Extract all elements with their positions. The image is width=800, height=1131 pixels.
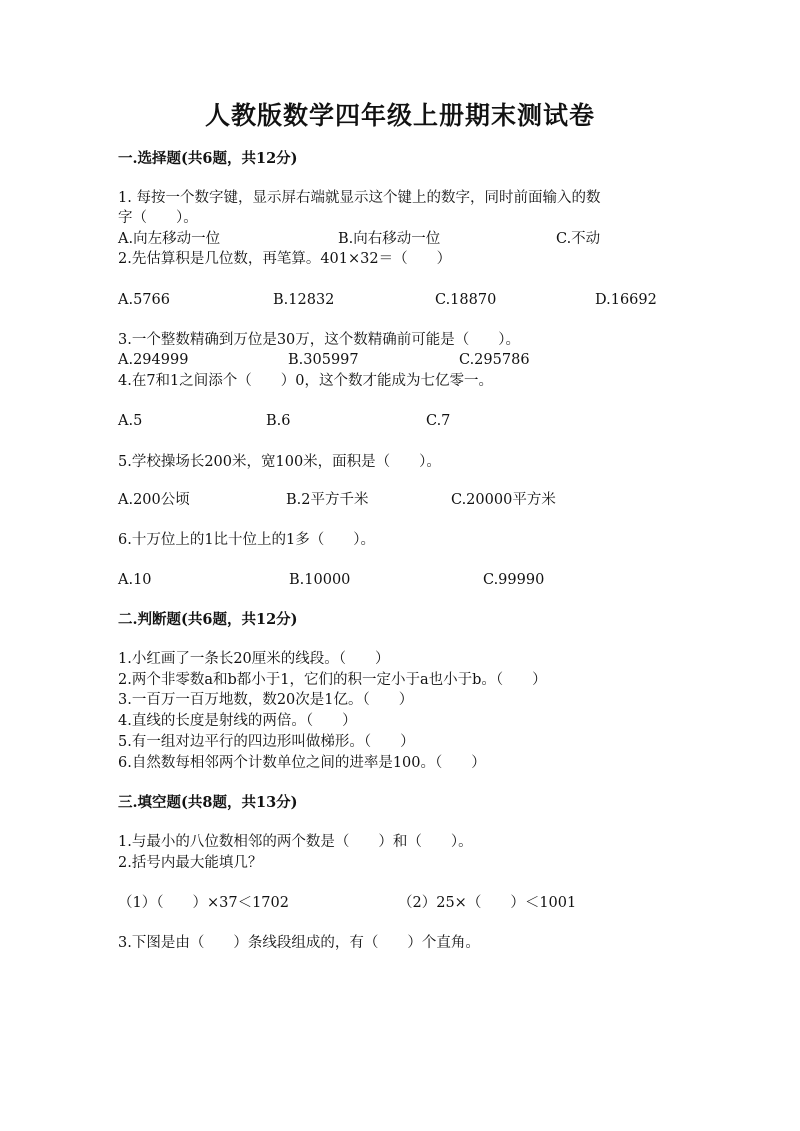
question-1-text-line1: 1. 每按一个数字键，显示屏右端就显示这个键上的数字，同时前面输入的数 — [118, 190, 601, 206]
judge-item-5: 5.有一组对边平行的四边形叫做梯形。（ ） — [118, 734, 415, 750]
page-title: 人教版数学四年级上册期末测试卷 — [204, 101, 595, 130]
fill-question-1: 1.与最小的八位数相邻的两个数是（ ）和（ ）。 — [118, 834, 473, 850]
question-3-text: 3.一个整数精确到万位是30万，这个数精确前可能是（ ）。 — [118, 332, 521, 348]
question-4-option-a: A.5 — [118, 413, 143, 429]
judge-item-2: 2.两个非零数a和b都小于1，它们的积一定小于a也小于b。（ ） — [118, 672, 547, 688]
judge-item-6: 6.自然数每相邻两个计数单位之间的进率是100。（ ） — [118, 755, 486, 771]
question-2-option-d: D.16692 — [595, 292, 657, 308]
question-1-option-c: C.不动 — [556, 231, 601, 247]
question-6-option-b: B.10000 — [289, 572, 351, 588]
question-2-text: 2.先估算积是几位数，再笔算。401×32＝（ ） — [118, 251, 452, 267]
question-6-text: 6.十万位上的1比十位上的1多（ ）。 — [118, 532, 376, 548]
question-5-option-c: C.20000平方米 — [451, 492, 556, 508]
question-3-option-c: C.295786 — [459, 352, 530, 368]
question-4-text: 4.在7和1之间添个（ ）0，这个数才能成为七亿零一。 — [118, 373, 494, 389]
question-3-option-a: A.294999 — [118, 352, 189, 368]
question-5-option-a: A.200公顷 — [118, 492, 190, 508]
section-heading-choice: 一.选择题(共6题，共12分) — [118, 150, 298, 167]
fill-question-2: 2.括号内最大能填几？ — [118, 855, 263, 871]
judge-item-3: 3.一百万一百万地数，数20次是1亿。（ ） — [118, 692, 414, 708]
question-5-option-b: B.2平方千米 — [286, 492, 369, 508]
judge-item-4: 4.直线的长度是射线的两倍。（ ） — [118, 713, 357, 729]
section-heading-judge: 二.判断题(共6题，共12分) — [118, 611, 298, 628]
question-5-text: 5.学校操场长200米，宽100米，面积是（ ）。 — [118, 454, 441, 470]
question-2-option-a: A.5766 — [118, 292, 170, 308]
judge-item-1: 1.小红画了一条长20厘米的线段。（ ） — [118, 651, 390, 667]
fill-question-2-part-1: （1）（ ）×37＜1702 — [118, 895, 289, 911]
question-6-option-c: C.99990 — [483, 572, 545, 588]
question-4-option-c: C.7 — [426, 413, 451, 429]
question-6-option-a: A.10 — [118, 572, 152, 588]
question-1-option-b: B.向右移动一位 — [338, 231, 441, 247]
question-2-option-c: C.18870 — [435, 292, 497, 308]
question-2-option-b: B.12832 — [273, 292, 335, 308]
fill-question-2-part-2: （2）25×（ ）＜1001 — [398, 895, 577, 911]
question-3-option-b: B.305997 — [288, 352, 359, 368]
question-1-option-a: A.向左移动一位 — [118, 231, 221, 247]
section-heading-fill: 三.填空题(共8题，共13分) — [118, 794, 298, 811]
fill-question-3: 3.下图是由（ ）条线段组成的，有（ ）个直角。 — [118, 935, 480, 951]
question-4-option-b: B.6 — [266, 413, 291, 429]
question-1-text-line2: 字（ ）。 — [118, 210, 198, 226]
